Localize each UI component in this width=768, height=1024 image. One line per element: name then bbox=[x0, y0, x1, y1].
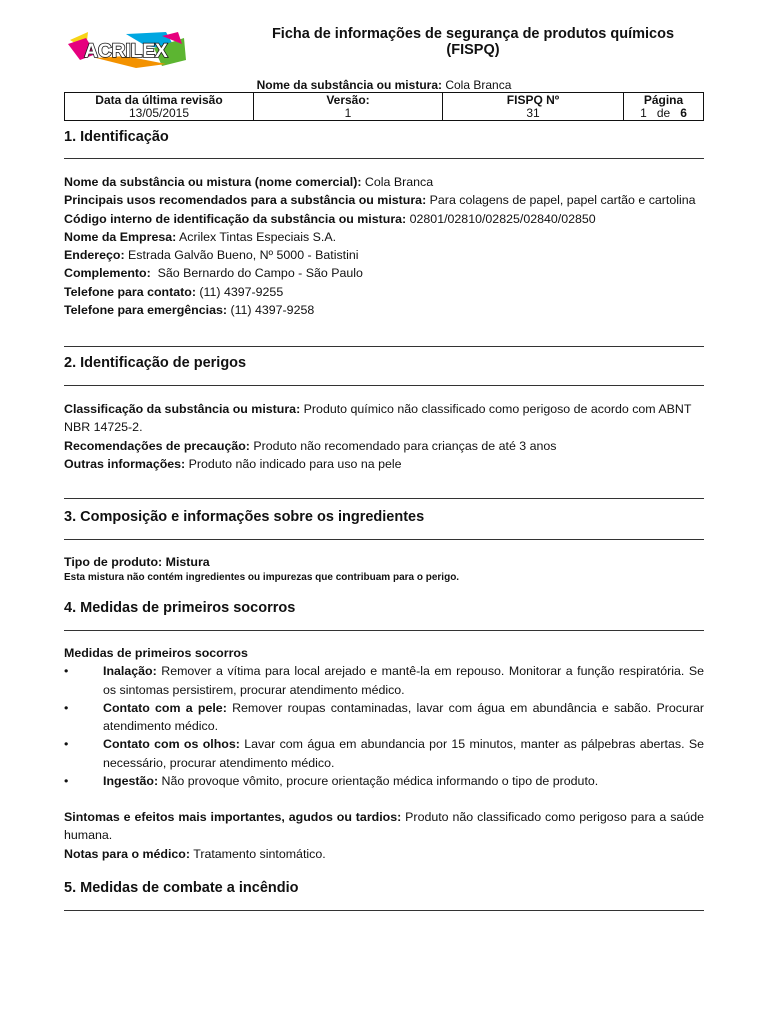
section-2-top-rule bbox=[64, 346, 704, 347]
first-aid-subtitle-text: Medidas de primeiros socorros bbox=[64, 646, 248, 660]
first-aid-item-label: Contato com a pele: bbox=[103, 700, 227, 715]
section-3-body bbox=[64, 553, 704, 585]
code-row bbox=[64, 210, 704, 228]
section-2-body bbox=[64, 400, 704, 473]
section-3-top-rule bbox=[64, 498, 704, 499]
company-value: Acrilex Tintas Especiais S.A. bbox=[179, 229, 337, 244]
version-label: Versão: bbox=[326, 93, 370, 107]
document-meta-table bbox=[64, 92, 704, 121]
page-label: Página bbox=[643, 93, 684, 107]
document-title bbox=[238, 26, 708, 58]
address-row bbox=[64, 246, 704, 264]
substance-name-line bbox=[64, 78, 704, 92]
page-total: 6 bbox=[680, 106, 687, 120]
page-value bbox=[628, 107, 699, 120]
doctor-notes-label: Notas para o médico: bbox=[64, 846, 190, 861]
company-row bbox=[64, 228, 704, 246]
acrilex-logo bbox=[66, 30, 188, 70]
title-line-1: Ficha de informações de segurança de produtos químicos bbox=[271, 26, 675, 42]
classification-value: Produto químico não classificado como perigoso de acordo com ABNT NBR 14725-2. bbox=[64, 402, 692, 435]
emergency-value: (11) 4397-9258 bbox=[230, 303, 315, 318]
first-aid-item-text: Não provoque vômito, procure orientação médica informando o tipo de produto. bbox=[161, 774, 599, 789]
fispq-label: FISPQ Nº bbox=[506, 93, 560, 107]
uses-value: Para colagens de papel, papel cartão e cartolina bbox=[429, 193, 696, 208]
revision-label: Data da última revisão bbox=[95, 93, 223, 107]
trade-name-label: Nome da substância ou mistura (nome comercial): bbox=[64, 175, 362, 189]
revision-cell bbox=[65, 93, 254, 121]
fispq-value: 31 bbox=[526, 106, 540, 120]
section-2-rule bbox=[64, 385, 704, 386]
address-label: Endereço: bbox=[64, 248, 125, 263]
first-aid-item-label: Ingestão: bbox=[103, 774, 159, 789]
other-info-label: Outras informações: bbox=[64, 456, 186, 471]
precaution-row bbox=[64, 437, 704, 455]
complement-value: São Bernardo do Campo - São Paulo bbox=[157, 266, 363, 281]
trade-name-value: Cola Branca bbox=[364, 175, 434, 189]
precaution-label: Recomendações de precaução: bbox=[64, 438, 250, 453]
section-4-notes bbox=[64, 808, 704, 863]
other-info-value: Produto não indicado para uso na pele bbox=[188, 456, 402, 471]
list-item bbox=[64, 735, 704, 772]
phone-value: (11) 4397-9255 bbox=[199, 284, 284, 299]
product-type: Tipo de produto: Mistura bbox=[64, 555, 210, 569]
version-value: 1 bbox=[344, 106, 352, 120]
substance-value: Cola Branca bbox=[445, 78, 512, 92]
section-1-title: 1. Identificação bbox=[64, 129, 169, 145]
section-4-title: 4. Medidas de primeiros socorros bbox=[64, 600, 296, 616]
symptoms-label: Sintomas e efeitos mais importantes, agudos ou tardios: bbox=[64, 810, 402, 824]
doctor-notes-value: Tratamento sintomático. bbox=[193, 846, 326, 861]
classification-row bbox=[64, 400, 704, 437]
version-cell bbox=[254, 93, 443, 121]
uses-label: Principais usos recomendados para a substância ou mistura: bbox=[64, 193, 427, 208]
phone-label: Telefone para contato: bbox=[64, 284, 196, 299]
symptoms-value: Produto não classificado como perigoso para a saúde humana. bbox=[64, 810, 704, 843]
company-label: Nome da Empresa: bbox=[64, 229, 177, 244]
first-aid-list bbox=[64, 662, 704, 790]
logo-text: ACRILEX bbox=[84, 41, 168, 62]
first-aid-item-label: Inalação: bbox=[103, 664, 157, 679]
title-line-2: (FISPQ) bbox=[446, 42, 500, 58]
classification-label: Classificação da substância ou mistura: bbox=[64, 402, 301, 416]
first-aid-subtitle bbox=[64, 644, 704, 662]
complement-row bbox=[64, 264, 704, 282]
trade-name-row bbox=[64, 173, 704, 191]
composition-note: Esta mistura não contém ingredientes ou impurezas que contribuam para o perigo. bbox=[64, 572, 460, 584]
revision-value: 13/05/2015 bbox=[128, 106, 190, 120]
section-1-rule bbox=[64, 158, 704, 159]
page-current: 1 bbox=[640, 106, 647, 120]
complement-label: Complemento: bbox=[64, 266, 151, 281]
code-value: 02801/02810/02825/02840/02850 bbox=[409, 211, 596, 226]
page-cell bbox=[624, 93, 704, 121]
fispq-cell bbox=[443, 93, 624, 121]
section-3-title: 3. Composição e informações sobre os ingredientes bbox=[64, 509, 425, 525]
section-1-body bbox=[64, 173, 704, 319]
substance-label: Nome da substância ou mistura: bbox=[256, 78, 442, 92]
doctor-notes-row bbox=[64, 845, 704, 863]
section-2-title: 2. Identificação de perigos bbox=[64, 355, 247, 371]
phone-row bbox=[64, 283, 704, 301]
first-aid-item-label: Contato com os olhos: bbox=[103, 737, 240, 752]
list-item bbox=[64, 662, 704, 699]
precaution-value: Produto não recomendado para crianças de até 3 anos bbox=[253, 438, 557, 453]
list-item bbox=[64, 772, 704, 790]
product-type-row bbox=[64, 553, 704, 571]
other-info-row bbox=[64, 455, 704, 473]
uses-row bbox=[64, 191, 704, 209]
page-of: de bbox=[656, 106, 671, 120]
first-aid-item-text: Remover roupas contaminadas, lavar com água em abundância e sabão. Procurar atendimento médico. bbox=[103, 700, 704, 734]
emergency-row bbox=[64, 301, 704, 319]
code-label: Código interno de identificação da substância ou mistura: bbox=[64, 211, 407, 226]
section-5-title: 5. Medidas de combate a incêndio bbox=[64, 880, 299, 896]
first-aid-item-text: Remover a vítima para local arejado e mantê-la em repouso. Monitorar a função respiratória. Se os sintomas persistirem, procurar atendimento médico. bbox=[103, 664, 704, 697]
list-item bbox=[64, 699, 704, 736]
section-5-rule bbox=[64, 910, 704, 911]
symptoms-row bbox=[64, 808, 704, 845]
section-4-rule bbox=[64, 630, 704, 631]
emergency-label: Telefone para emergências: bbox=[64, 303, 227, 318]
section-3-rule bbox=[64, 539, 704, 540]
address-value: Estrada Galvão Bueno, Nº 5000 - Batistini bbox=[128, 248, 359, 263]
first-aid-item-text: Lavar com água em abundancia por 15 minutos, manter as pálpebras abertas. Se necessário, procurar atendimento médico. bbox=[103, 737, 704, 770]
section-4-body bbox=[64, 644, 704, 790]
